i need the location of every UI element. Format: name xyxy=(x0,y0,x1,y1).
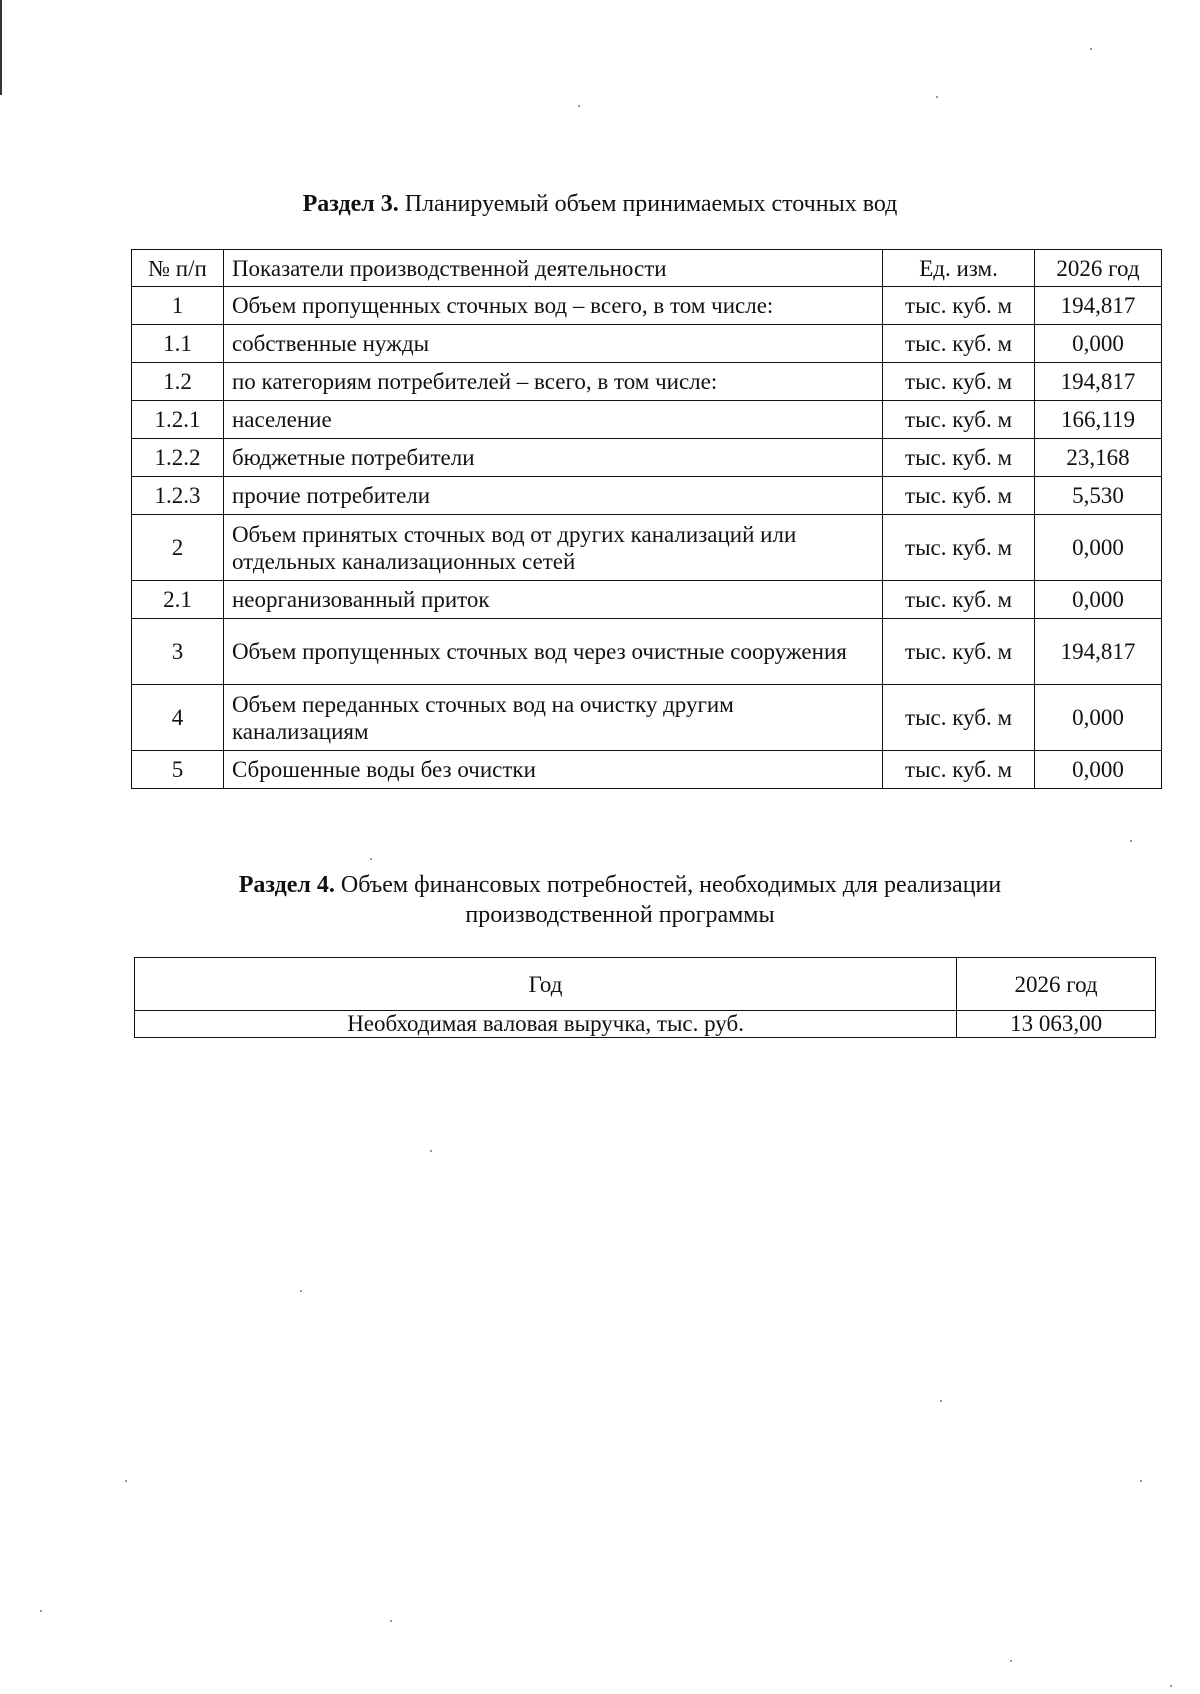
row-indicator: неорганизованный приток xyxy=(223,581,882,619)
row-num: 1 xyxy=(132,287,224,325)
row-unit: тыс. куб. м xyxy=(883,751,1035,789)
row-num: 1.2.3 xyxy=(132,477,224,515)
section-3-row xyxy=(132,581,1162,619)
section-3-row xyxy=(132,439,1162,477)
section-3-table xyxy=(131,249,1162,789)
row-num: 1.2 xyxy=(132,363,224,401)
row-value: 0,000 xyxy=(1035,751,1162,789)
row-value: 0,000 xyxy=(1035,685,1162,751)
section-4-table xyxy=(134,957,1156,1038)
header-num: № п/п xyxy=(132,250,224,287)
row-indicator: собственные нужды xyxy=(223,325,882,363)
row-indicator: Объем принятых сточных вод от других канализаций или отдельных канализационных сетей xyxy=(223,515,882,581)
row-value: 0,000 xyxy=(1035,581,1162,619)
row-indicator: прочие потребители xyxy=(223,477,882,515)
section-3-table-body xyxy=(132,250,1162,789)
row-value: 0,000 xyxy=(1035,515,1162,581)
section-4-row-label: Необходимая валовая выручка, тыс. руб. xyxy=(135,1011,957,1038)
row-indicator: Объем переданных сточных вод на очистку другим канализациям xyxy=(223,685,882,751)
section-4-header-label: Год xyxy=(135,958,957,1011)
row-unit: тыс. куб. м xyxy=(883,685,1035,751)
scan-speck xyxy=(1170,1685,1172,1687)
header-unit: Ед. изм. xyxy=(883,250,1035,287)
section-4-header-row xyxy=(135,958,1156,1011)
row-unit: тыс. куб. м xyxy=(883,581,1035,619)
row-value: 194,817 xyxy=(1035,287,1162,325)
row-unit: тыс. куб. м xyxy=(883,619,1035,685)
row-num: 1.2.2 xyxy=(132,439,224,477)
section-4-data-row xyxy=(135,1011,1156,1038)
section-3-header-row xyxy=(132,250,1162,287)
row-indicator: по категориям потребителей – всего, в том числе: xyxy=(223,363,882,401)
header-indicator: Показатели производственной деятельности xyxy=(223,250,882,287)
scan-speck xyxy=(370,858,372,860)
scan-speck xyxy=(936,96,938,98)
row-unit: тыс. куб. м xyxy=(883,325,1035,363)
section-4-header-year: 2026 год xyxy=(957,958,1156,1011)
scan-speck xyxy=(940,1400,942,1402)
row-value: 5,530 xyxy=(1035,477,1162,515)
section-3-row xyxy=(132,685,1162,751)
row-indicator: Сброшенные воды без очистки xyxy=(223,751,882,789)
section-3-row xyxy=(132,619,1162,685)
page-edge-mark xyxy=(0,0,2,95)
header-year: 2026 год xyxy=(1035,250,1162,287)
row-unit: тыс. куб. м xyxy=(883,363,1035,401)
section-3-title xyxy=(0,189,1200,219)
row-value: 23,168 xyxy=(1035,439,1162,477)
section-3-title-bold: Раздел 3. xyxy=(302,191,399,217)
section-3-row xyxy=(132,751,1162,789)
row-num: 2.1 xyxy=(132,581,224,619)
section-3-row xyxy=(132,363,1162,401)
row-value: 194,817 xyxy=(1035,363,1162,401)
section-3-row xyxy=(132,401,1162,439)
row-value: 194,817 xyxy=(1035,619,1162,685)
row-num: 1.2.1 xyxy=(132,401,224,439)
row-indicator: Объем пропущенных сточных вод – всего, в том числе: xyxy=(223,287,882,325)
section-3-row xyxy=(132,477,1162,515)
scan-speck xyxy=(300,1290,302,1292)
row-num: 1.1 xyxy=(132,325,224,363)
row-value: 166,119 xyxy=(1035,401,1162,439)
scan-speck xyxy=(1090,48,1092,50)
scan-speck xyxy=(1010,1660,1012,1662)
scan-speck xyxy=(125,1480,127,1482)
section-3-row xyxy=(132,287,1162,325)
section-3-row xyxy=(132,325,1162,363)
scan-speck xyxy=(1140,1480,1142,1482)
row-unit: тыс. куб. м xyxy=(883,287,1035,325)
section-4-title xyxy=(150,870,1090,930)
scan-speck xyxy=(1130,840,1132,842)
row-unit: тыс. куб. м xyxy=(883,401,1035,439)
row-num: 4 xyxy=(132,685,224,751)
section-3-row xyxy=(132,515,1162,581)
row-indicator: население xyxy=(223,401,882,439)
row-num: 2 xyxy=(132,515,224,581)
section-4-row-value: 13 063,00 xyxy=(957,1011,1156,1038)
section-4-title-bold: Раздел 4. xyxy=(238,872,335,898)
scan-speck xyxy=(40,1610,42,1612)
row-unit: тыс. куб. м xyxy=(883,439,1035,477)
row-unit: тыс. куб. м xyxy=(883,515,1035,581)
row-indicator: Объем пропущенных сточных вод через очистные сооружения xyxy=(223,619,882,685)
row-indicator: бюджетные потребители xyxy=(223,439,882,477)
row-num: 5 xyxy=(132,751,224,789)
row-unit: тыс. куб. м xyxy=(883,477,1035,515)
scan-speck xyxy=(430,1150,432,1152)
row-value: 0,000 xyxy=(1035,325,1162,363)
scan-speck xyxy=(390,1620,392,1622)
scan-speck xyxy=(578,105,580,107)
section-3-title-text: Планируемый объем принимаемых сточных вод xyxy=(404,191,898,217)
section-4-title-text: Объем финансовых потребностей, необходимых для реализации производственной программы xyxy=(340,872,1002,928)
row-num: 3 xyxy=(132,619,224,685)
